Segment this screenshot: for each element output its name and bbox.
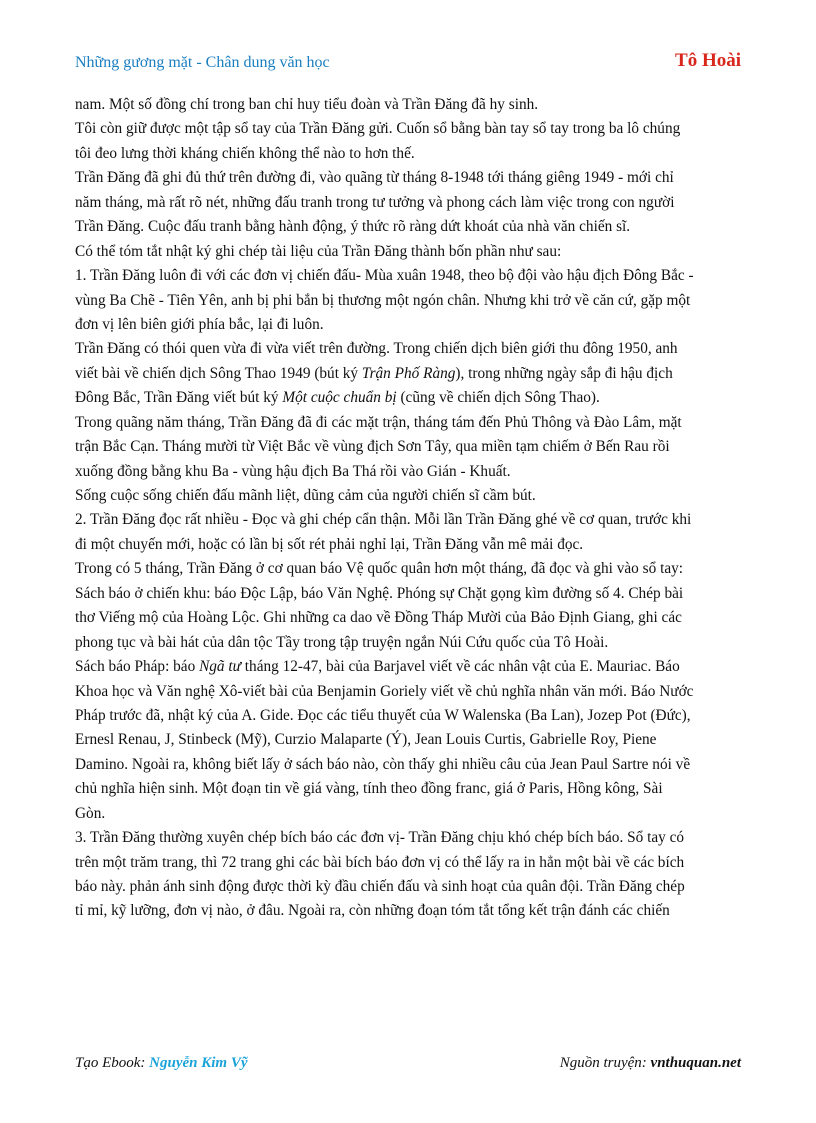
text-line [75,899,745,923]
text-line [75,240,745,264]
text-segment: Trong có 5 tháng, Trần Đăng ở cơ quan báo Vệ quốc quân hơn một tháng, đã đọc và ghi vào sổ tay: [75,560,684,578]
text-line [75,680,745,704]
text-segment: Damino. Ngoài ra, không biết lấy ở sách báo nào, còn thấy ghi nhiều câu của Jean Paul Sartre nói về [75,755,691,773]
text-line [75,435,745,459]
text-line [75,166,745,190]
text-segment: Sách báo Pháp: báo [75,658,200,676]
source-credit: Nguồn truyện: vnthuquan.net [559,1055,741,1071]
text-line [75,557,745,581]
text-segment: Gòn. [75,804,106,822]
text-line [75,851,745,875]
text-line [75,264,745,288]
text-segment: Có thể tóm tắt nhật ký ghi chép tài liệu của Trần Đăng thành bốn phần như sau: [75,242,562,260]
ebook-credit: Tạo Ebook: Nguyễn Kim Vỹ [75,1055,248,1071]
text-segment: Trần Đăng. Cuộc đấu tranh bằng hành động, ý thức rõ ràng dứt khoát của nhà văn chiến sĩ. [75,218,631,236]
italic-title: Trận Phố Ràng [361,364,456,382]
source-site: vnthuquan.net [650,1055,741,1071]
text-line [75,753,745,777]
text-line [75,655,745,679]
text-segment: tháng 12-47, bài của Barjavel viết về các nhân vật của E. Mauriac. Báo [240,658,680,676]
book-title: Những gương mặt - Chân dung văn học [75,54,330,71]
text-line [75,582,745,606]
text-line [75,728,745,752]
text-line [75,484,745,508]
text-line [75,215,745,239]
text-line [75,191,745,215]
text-line [75,362,745,386]
text-line [75,875,745,899]
text-segment: phong tục và bài hát của dân tộc Tầy trong tập truyện ngắn Núi Cứu quốc của Tô Hoài. [75,633,609,651]
author-name: Tô Hoài [675,50,741,71]
text-segment: năm tháng, mà rất rõ nét, những đấu tranh trong tư tưởng và phong cách làm việc trong con người [75,193,675,211]
text-line [75,533,745,557]
text-segment: thơ Viếng mộ của Hoàng Lộc. Ghi những ca dao về Đồng Tháp Mười của Bảo Định Giang, ghi các [75,609,682,627]
text-segment: chủ nghĩa hiện sinh. Một đoạn tin về giá vàng, tính theo đồng franc, giá ở Paris, Hồng kông, Sài [75,780,663,798]
text-line [75,117,745,141]
text-segment: đơn vị lên biên giới phía bắc, lại đi luôn. [75,315,324,333]
text-line [75,289,745,313]
text-segment: Tôi còn giữ được một tập sổ tay của Trần Đăng gửi. Cuốn sổ bằng bàn tay sổ tay trong ba lô chúng [75,120,681,138]
text-line [75,508,745,532]
page-footer [75,1055,741,1077]
text-segment: Trong quãng năm tháng, Trần Đăng đã đi các mặt trận, tháng tám đến Phủ Thông và Đào Lâm, mặt [75,413,682,431]
text-segment: Ernesl Renau, J, Stinbeck (Mỹ), Curzio Malaparte (Ý), Jean Louis Curtis, Gabrielle Roy, Piene [75,731,657,749]
text-line [75,826,745,850]
text-segment: đi một chuyến mới, hoặc có lần bị sốt rét phải nghỉ lại, Trần Đăng vẫn mê mải đọc. [75,535,584,553]
text-segment: Trần Đăng có thói quen vừa đi vừa viết trên đường. Trong chiến dịch biên giới thu đông 1950, anh [75,340,678,358]
text-segment: nam. Một số đồng chí trong ban chỉ huy tiểu đoàn và Trần Đăng đã hy sinh. [75,96,539,113]
text-line [75,337,745,361]
text-line [75,704,745,728]
text-segment: (cũng về chiến dịch Sông Thao). [396,389,600,407]
text-segment: vùng Ba Chẽ - Tiên Yên, anh bị phi bắn bị thương một ngón chân. Nhưng khi trở về căn cứ, gặp một [75,291,691,309]
text-segment: báo này. phản ánh sinh động được thời kỳ đầu chiến đấu và sinh hoạt của quân đội. Trần Đăng chép [75,878,685,895]
italic-title: Một cuộc chuẩn bị [282,389,397,407]
body-text [75,93,745,924]
text-segment: Đông Bắc, Trần Đăng viết bút ký [75,389,283,407]
text-line [75,606,745,630]
text-line [75,411,745,435]
page-header [75,50,741,80]
text-segment: tỉ mỉ, kỹ lưỡng, đơn vị nào, ở đâu. Ngoài ra, còn những đoạn tóm tắt tổng kết trận đánh các chiến [75,902,670,920]
text-segment: Trần Đăng đã ghi đủ thứ trên đường đi, vào quãng từ tháng 8-1948 tới tháng giêng 1949 - mới chỉ [75,169,674,187]
text-line [75,460,745,484]
source-label: Nguồn truyện [559,1055,642,1071]
ebook-label: Tạo Ebook [75,1055,141,1071]
text-segment: xuống đồng bằng khu Ba - vùng hậu địch Ba Thá rồi vào Gián - Khuất. [75,462,511,480]
text-segment: 2. Trần Đăng đọc rất nhiều - Đọc và ghi chép cẩn thận. Mỗi lần Trần Đăng ghé về cơ quan, trước khi [75,511,692,529]
text-segment: Sách báo ở chiến khu: báo Độc Lập, báo Văn Nghệ. Phóng sự Chặt gọng kìm đường số 4. Chép bài [75,584,684,602]
text-segment: Pháp trước đã, nhật ký của A. Gide. Đọc các tiểu thuyết của W Walenska (Ba Lan), Jozep Pot (Đức), [75,706,691,724]
text-segment: viết bài về chiến dịch Sông Thao 1949 (bút ký [75,364,362,382]
text-line [75,313,745,337]
text-line [75,142,745,166]
text-line [75,386,745,410]
text-segment: Khoa học và Văn nghệ Xô-viết bài của Benjamin Goriely viết về chủ nghĩa nhân văn mới. Báo Nước [75,682,694,700]
text-line [75,777,745,801]
text-segment: tôi đeo lưng thời kháng chiến không thể nào to hơn thế. [75,144,415,162]
text-segment: 3. Trần Đăng thường xuyên chép bích báo các đơn vị- Trần Đăng chịu khó chép bích báo. Sổ tay có [75,829,685,847]
ebook-creator: Nguyễn Kim Vỹ [149,1055,248,1071]
text-segment: 1. Trần Đăng luôn đi với các đơn vị chiến đấu- Mùa xuân 1948, theo bộ đội vào hậu địch Đông Bắc - [75,267,694,285]
italic-title: Ngã tư [199,658,241,676]
text-segment: trên một trăm trang, thì 72 trang ghi các bài bích báo đơn vị có thể lấy ra in hẳn một bài về các bích [75,853,685,871]
text-segment: trận Bắc Cạn. Tháng mười từ Việt Bắc về vùng địch Sơn Tây, qua miền tạm chiếm ở Bến Rau rồi [75,438,670,456]
text-line [75,631,745,655]
text-line [75,802,745,826]
text-line [75,93,745,117]
text-segment: ), trong những ngày sắp đi hậu địch [455,364,673,382]
text-segment: Sống cuộc sống chiến đấu mãnh liệt, dũng cảm của người chiến sĩ cầm bút. [75,487,536,504]
